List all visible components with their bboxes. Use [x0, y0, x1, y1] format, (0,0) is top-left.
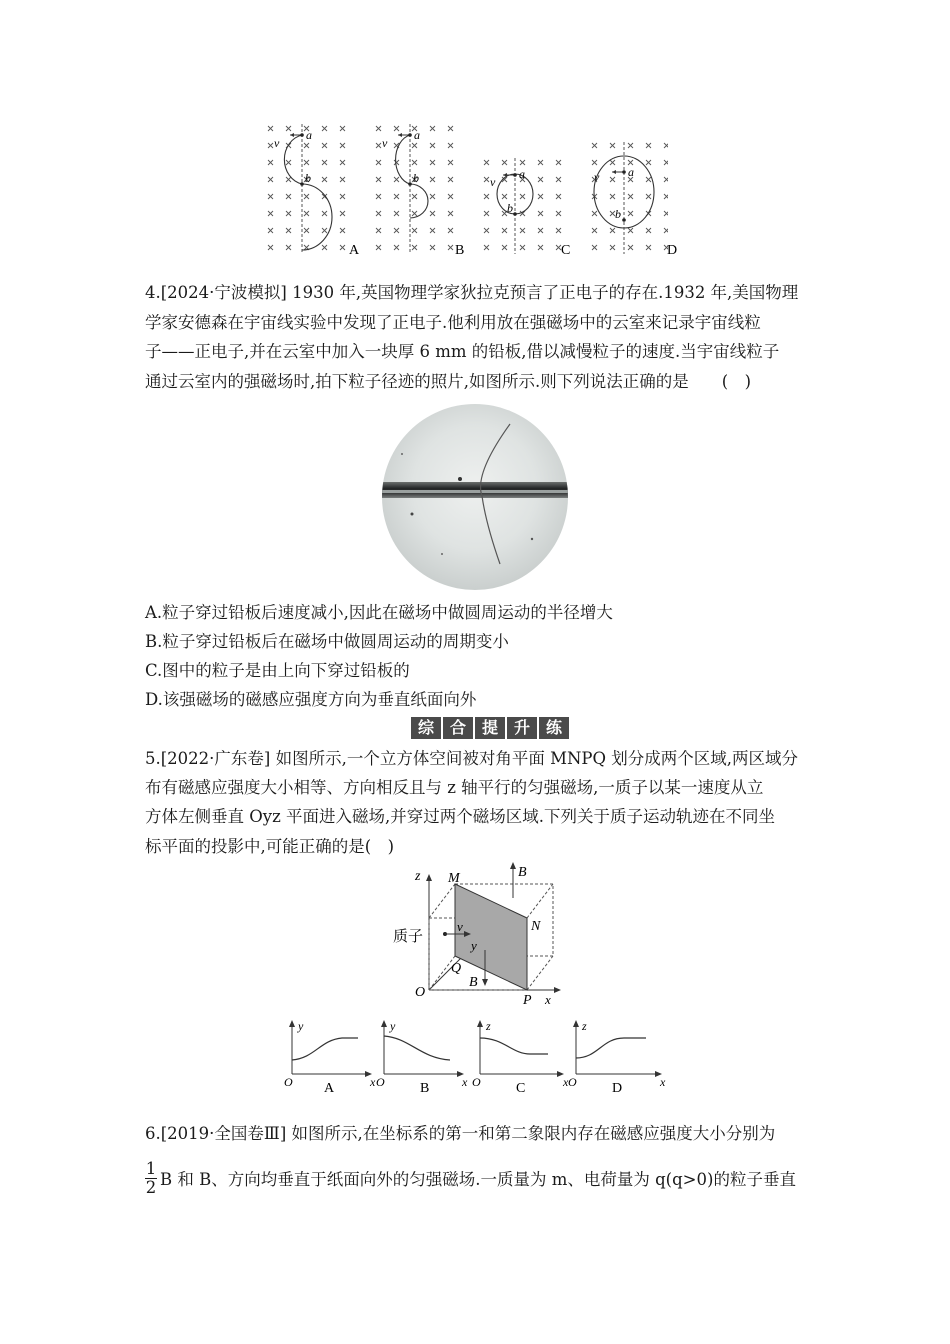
- p-label: P: [523, 993, 532, 1008]
- m-label: M: [448, 871, 460, 886]
- graph-d[interactable]: [568, 1019, 666, 1096]
- svg-text:O: O: [568, 1075, 577, 1089]
- svg-text:z: z: [486, 1019, 491, 1033]
- q5-line-2: 布有磁感应强度大小相等、方向相反且与 z 轴平行的匀强磁场,一质子以某一速度从立: [145, 778, 764, 797]
- q5-line-3: 方体左侧垂直 Oyz 平面进入磁场,并穿过两个磁场区域.下列关于质子运动轨迹在不同坐: [145, 807, 776, 826]
- svg-text:x: x: [462, 1075, 468, 1089]
- q4-line-4: 通过云室内的强磁场时,拍下粒子径迹的照片,如图所示.则下列说法正确的是 ( ): [145, 372, 752, 391]
- cloud-chamber-photo: [382, 404, 568, 590]
- graph-label-a: A: [324, 1081, 335, 1096]
- panel-label-c: C: [561, 243, 571, 258]
- q4-line-2: 学家安德森在宇宙线实验中发现了正电子.他利用放在强磁场中的云室来记录宇宙线粒: [145, 313, 761, 332]
- v-label: v: [457, 919, 463, 934]
- n-label: N: [531, 919, 541, 934]
- q5-line-4: 标平面的投影中,可能正确的是( ): [145, 837, 395, 856]
- q4-option-a[interactable]: A.粒子穿过铅板后速度减小,因此在磁场中做圆周运动的半径增大: [145, 603, 613, 622]
- panel-label-a: A: [349, 243, 360, 258]
- b-label: b: [615, 207, 621, 221]
- graph-a[interactable]: [284, 1019, 376, 1096]
- o-label: O: [415, 985, 426, 1000]
- q6-line-2: B 和 B、方向均垂直于纸面向外的匀强磁场.一质量为 m、电荷量为 q(q>0)的粒子垂直: [160, 1170, 796, 1189]
- graph-c[interactable]: [472, 1019, 569, 1096]
- b-top-label: B: [518, 865, 527, 880]
- cube-diagram: [385, 858, 575, 1008]
- graph-label-c: C: [516, 1081, 526, 1096]
- q5-line-1: 5.[2022·广东卷] 如图所示,一个立方体空间被对角平面 MNPQ 划分成两个区域,两区域分: [145, 749, 799, 768]
- b-label: b: [413, 171, 419, 185]
- graph-label-b: B: [420, 1081, 430, 1096]
- b-bottom-label: B: [469, 975, 478, 990]
- proton-label: 质子: [393, 929, 424, 945]
- panel-d: [588, 142, 677, 258]
- q4-option-d[interactable]: D.该强磁场的磁感应强度方向为垂直纸面向外: [145, 690, 477, 709]
- svg-text:y: y: [298, 1019, 304, 1033]
- option-graphs: [280, 1018, 670, 1100]
- q4-option-b[interactable]: B.粒子穿过铅板后在磁场中做圆周运动的周期变小: [145, 632, 509, 651]
- a-label: a: [519, 167, 525, 181]
- x-axis-label: x: [545, 992, 551, 1007]
- y-axis-label: y: [471, 938, 477, 953]
- particle-track: [382, 404, 568, 590]
- q-label: Q: [451, 961, 462, 976]
- q4-option-c[interactable]: C.图中的粒子是由上向下穿过铅板的: [145, 661, 410, 680]
- section-banner: 综 合 提 升 练: [411, 717, 569, 739]
- a-label: a: [628, 165, 634, 179]
- b-label: b: [507, 201, 513, 215]
- panel-b: [374, 123, 464, 258]
- svg-text:O: O: [376, 1075, 385, 1089]
- v-label: v: [382, 136, 388, 150]
- panel-label-b: B: [455, 243, 465, 258]
- z-axis-label: z: [415, 869, 421, 884]
- q6-line-1: 6.[2019·全国卷Ⅲ] 如图所示,在坐标系的第一和第二象限内存在磁感应强度大小分别为: [145, 1124, 776, 1143]
- svg-text:x: x: [660, 1075, 666, 1089]
- panel-a: [266, 123, 360, 258]
- svg-text:x: x: [370, 1075, 376, 1089]
- panel-c: [482, 158, 572, 258]
- svg-text:O: O: [284, 1075, 293, 1089]
- graph-b[interactable]: [376, 1019, 468, 1096]
- v-label: v: [490, 175, 496, 189]
- v-label: v: [594, 170, 600, 184]
- trajectory-figure: [262, 120, 702, 260]
- graph-label-d: D: [612, 1081, 623, 1096]
- svg-text:y: y: [390, 1019, 396, 1033]
- v-label: v: [274, 136, 280, 150]
- a-label: a: [306, 128, 312, 142]
- panel-label-d: D: [667, 243, 678, 258]
- svg-text:z: z: [582, 1019, 587, 1033]
- q4-line-1: 4.[2024·宁波模拟] 1930 年,英国物理学家狄拉克预言了正电子的存在.1932 年,美国物理: [145, 283, 799, 302]
- svg-text:O: O: [472, 1075, 481, 1089]
- fraction-one-half: $\frac{1}{2}$: [145, 1159, 157, 1197]
- q4-line-3: 子——正电子,并在云室中加入一块厚 6 mm 的铅板,借以减慢粒子的速度.当宇宙线粒子: [145, 342, 780, 361]
- a-label: a: [414, 128, 420, 142]
- svg-text:x: x: [563, 1075, 569, 1089]
- b-label: b: [305, 171, 311, 185]
